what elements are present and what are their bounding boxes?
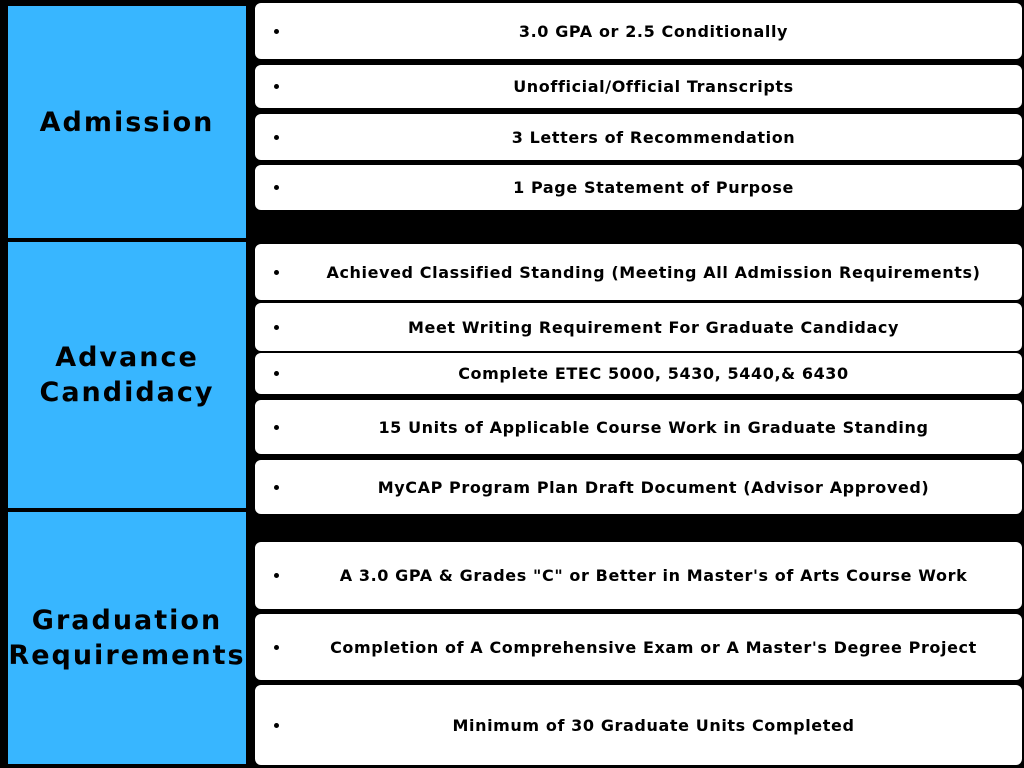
bullet-icon (274, 270, 279, 275)
list-item-text: Unofficial/Official Transcripts (513, 77, 794, 96)
list-item-text: 1 Page Statement of Purpose (513, 178, 794, 197)
list-item-candidacy-1 (254, 243, 1023, 301)
bullet-icon (274, 425, 279, 430)
section-title-admission: Admission (39, 106, 215, 138)
list-item-graduation-3 (254, 684, 1023, 766)
list-item-text: MyCAP Program Plan Draft Document (Advisor Approved) (377, 477, 930, 497)
section-label-admission (6, 4, 248, 240)
list-item-text: Minimum of 30 Graduate Units Completed (452, 715, 855, 735)
bullet-icon (274, 325, 279, 330)
bullet-icon (274, 485, 279, 490)
list-item-admission-4 (254, 164, 1023, 211)
list-item-candidacy-4 (254, 399, 1023, 455)
bullet-icon (274, 29, 279, 34)
list-item-candidacy-3 (254, 352, 1023, 395)
bullet-icon (274, 723, 279, 728)
list-item-text: 3 Letters of Recommendation (511, 127, 796, 147)
list-item-text: 15 Units of Applicable Course Work in Graduate Standing (378, 417, 929, 437)
list-item-text: A 3.0 GPA & Grades "C" or Better in Master's of Arts Course Work (339, 566, 968, 585)
list-item-graduation-1 (254, 541, 1023, 610)
bullet-icon (274, 84, 279, 89)
bullet-icon (274, 645, 279, 650)
list-item-graduation-2 (254, 613, 1023, 681)
list-item-text: 3.0 GPA or 2.5 Conditionally (518, 21, 789, 41)
list-item-candidacy-2 (254, 302, 1023, 352)
list-item-text: Meet Writing Requirement For Graduate Candidacy (407, 317, 899, 337)
section-label-graduation-requirements (6, 510, 248, 766)
list-item-admission-3 (254, 113, 1023, 161)
section-title-advance-candidacy: Advance Candidacy (39, 342, 215, 408)
bullet-icon (274, 371, 279, 376)
section-label-advance-candidacy (6, 240, 248, 510)
list-item-candidacy-5 (254, 459, 1023, 515)
list-item-text: Completion of A Comprehensive Exam or A Master's Degree Project (330, 637, 977, 657)
list-item-text: Achieved Classified Standing (Meeting All Admission Requirements) (326, 262, 981, 282)
section-title-graduation-requirements: Graduation Requirements (8, 605, 246, 671)
bullet-icon (274, 185, 279, 190)
bullet-icon (274, 135, 279, 140)
bullet-icon (274, 573, 279, 578)
list-item-admission-1 (254, 2, 1023, 60)
list-item-admission-2 (254, 64, 1023, 109)
list-item-text: Complete ETEC 5000, 5430, 5440,& 6430 (458, 364, 849, 383)
